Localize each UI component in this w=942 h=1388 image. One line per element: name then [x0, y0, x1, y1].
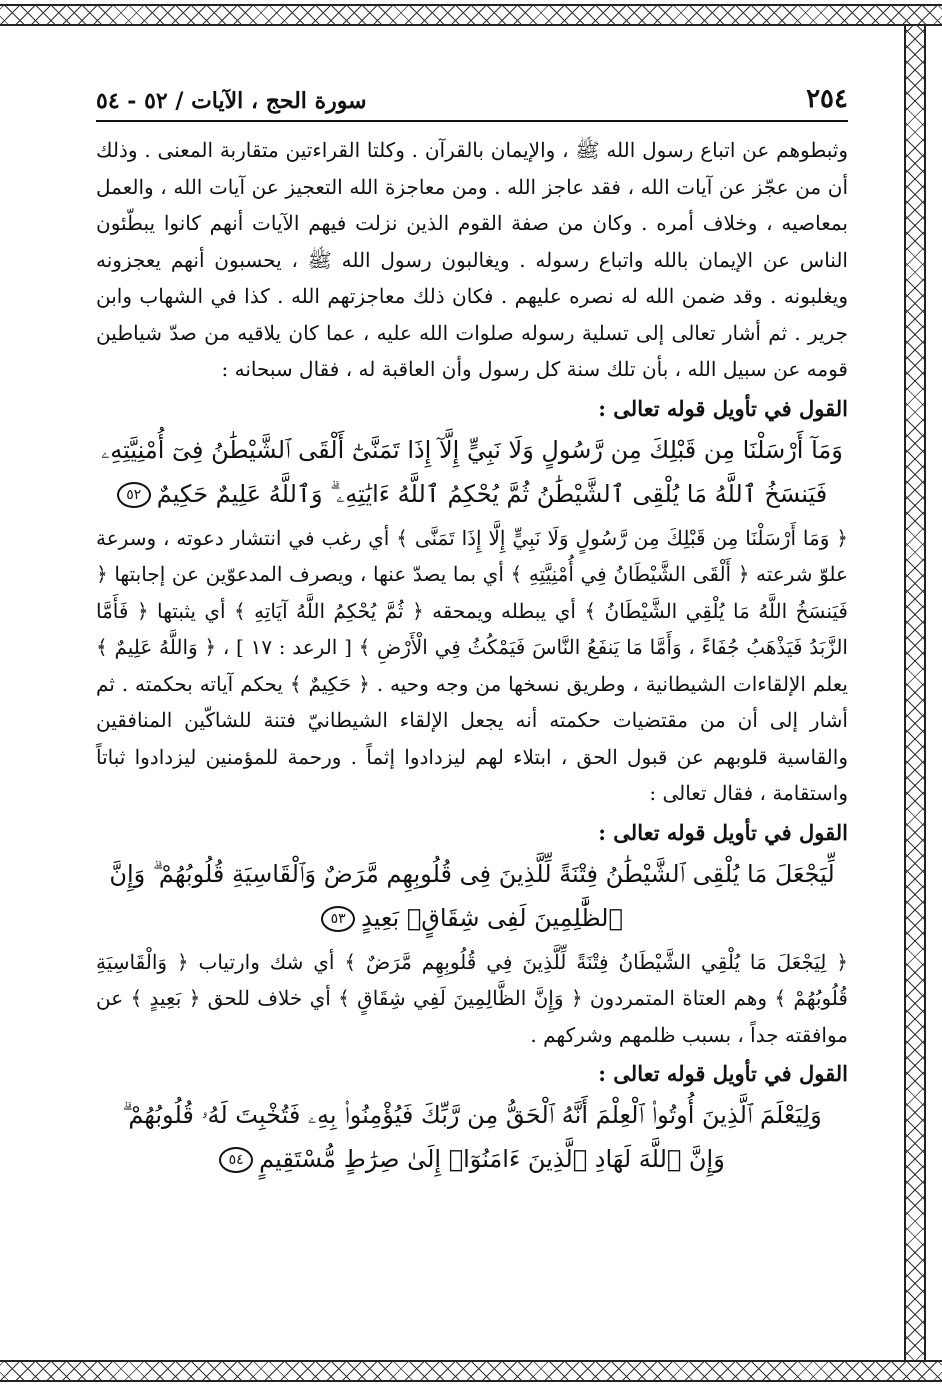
verse-line — [96, 1137, 848, 1181]
verse-line-text: ٱلظَّٰلِمِينَ لَفِى شِقَاقٍۭ بَعِيدٍ — [361, 903, 623, 932]
paragraph: ﴿ وَمَا أَرْسَلْنَا مِن قَبْلِكَ مِن رَّسُولٍ وَلَا نَبِيٍّ إِلَّا إِذَا تَمَنَّى ﴾ أي رغب في انتشار دعوته ، وسرعة علوّ شرعته ﴿ أَلْقَى الشَّيْطَانُ فِي أُمْنِيَّتِهِ ﴾ أي بما يصدّ عنها ، ويصرف المدعوّين عن إجابتها ﴿ فَيَنسَخُ اللَّهُ مَا يُلْقِي الشَّيْطَانُ ﴾ أي يبطله ويمحقه ﴿ ثُمَّ يُحْكِمُ اللَّهُ آيَاتِهِ ﴾ أي يثبتها ﴿ فَأَمَّا الزَّبَدُ فَيَذْهَبُ جُفَاءً ، وَأَمَّا مَا يَنفَعُ النَّاسَ فَيَمْكُثُ فِي الْأَرْضِ ﴾ [ الرعد : ١٧ ] ، ﴿ وَاللَّهُ عَلِيمٌ ﴾ يعلم الإلقاءات الشيطانية ، وطريق نسخها من وجه وحيه . ﴿ حَكِيمٌ ﴾ يحكم آياته بحكمته . ثم أشار إلى أن من مقتضيات حكمته أنه يجعل الإلقاء الشيطانيّ فتنة للشاكّين المنافقين والقاسية قلوبهم عن قبول الحق ، ابتلاء لهم ليزدادوا إثماً . ورحمة للمؤمنين ليزدادوا ثباتاً واستقامة ، فقال تعالى : — [96, 525, 848, 805]
verse-line: لِّيَجْعَلَ مَا يُلْقِى ٱلشَّيْطَٰنُ فِتْنَةً لِّلَّذِينَ فِى قُلُوبِهِم مَّرَضٌ وَٱلْقَاسِيَةِ قُلُوبُهُمْ ۗ وَإِنَّ — [109, 859, 835, 888]
page-content — [96, 84, 848, 1185]
verse-line-text: وَإِنَّ ٱللَّهَ لَهَادِ ٱلَّذِينَ ءَامَنُوٓا۟ إِلَىٰ صِرَٰطٍ مُّسْتَقِيمٍ — [259, 1145, 725, 1173]
decorative-border-right — [904, 26, 926, 1360]
quran-verse-block — [96, 428, 848, 516]
page-number: ٢٥٤ — [806, 84, 848, 114]
verse-line — [96, 896, 848, 940]
section-heading: القول في تأويل قوله تعالى : — [598, 1061, 848, 1086]
ayah-number-badge: ٥٢ — [117, 482, 151, 508]
quran-verse-block — [96, 1093, 848, 1181]
decorative-border-top — [0, 4, 942, 26]
verse-line: وَلِيَعْلَمَ ٱلَّذِينَ أُوتُوا۟ ٱلْعِلْمَ أَنَّهُ ٱلْحَقُّ مِن رَّبِّكَ فَيُؤْمِنُوا۟ بِهِۦ فَتُخْبِتَ لَهُۥ قُلُوبُهُمْ ۗ — [122, 1101, 822, 1129]
page-header — [96, 84, 848, 122]
verse-line-text: فَيَنسَخُ ٱللَّهُ مَا يُلْقِى ٱلشَّيْطَٰنُ ثُمَّ يُحْكِمُ ٱللَّهُ ءَايَٰتِهِۦ ۗ وَٱللَّهُ عَلِيمٌ حَكِيمٌ — [156, 479, 828, 508]
paragraph: ﴿ لِيَجْعَلَ مَا يُلْقِي الشَّيْطَانُ فِتْنَةً لِّلَّذِينَ فِي قُلُوبِهِم مَّرَضٌ ﴾ أي شك وارتياب ﴿ وَالْقَاسِيَةِ قُلُوبُهُمْ ﴾ وهم العتاة المتمردون ﴿ وَإِنَّ الظَّالِمِينَ لَفِي شِقَاقٍ ﴾ أي خلاف للحق ﴿ بَعِيدٍ ﴾ عن موافقته جداً ، بسبب ظلمهم وشركهم . — [96, 949, 848, 1047]
section-heading: القول في تأويل قوله تعالى : — [598, 819, 848, 845]
surah-title: سورة الحج ، الآيات / ٥٢ - ٥٤ — [96, 88, 367, 114]
quran-verse-block — [96, 852, 848, 940]
verse-line — [96, 472, 848, 516]
ayah-number-badge: ٥٤ — [219, 1147, 253, 1173]
decorative-border-bottom — [0, 1360, 942, 1382]
section-heading: القول في تأويل قوله تعالى : — [598, 395, 848, 421]
paragraph: وثبطوهم عن اتباع رسول الله ﷺ ، والإيمان بالقرآن . وكلتا القراءتين متقاربة المعنى . وذلك أن من عجّز عن آيات الله ، فقد عاجز الله . ومن معاجزة الله التعجيز عن آيات الله ، والعمل بمعاصيه ، وخلاف أمره . وكان من صفة القوم الذين نزلت فيهم الآيات أنهم كانوا يبطّئون الناس عن الإيمان بالله واتباع رسوله . ويغالبون رسول الله ﷺ ، يحسبون أنهم يعجزونه ويغلبونه . وقد ضمن الله له نصره عليهم . فكان ذلك معاجزتهم الله . كذا في الشهاب وابن جرير . ثم أشار تعالى إلى تسلية رسوله صلوات الله عليه ، عما كان يلاقيه من صدّ شياطين قومه عن سبيل الله ، بأن تلك سنة كل رسول وأن العاقبة له ، فقال سبحانه : — [96, 138, 848, 381]
ayah-number-badge: ٥٣ — [321, 906, 355, 932]
verse-line: وَمَآ أَرْسَلْنَا مِن قَبْلِكَ مِن رَّسُولٍ وَلَا نَبِيٍّ إِلَّآ إِذَا تَمَنَّىٰٓ أَلْقَى ٱلشَّيْطَٰنُ فِىٓ أُمْنِيَّتِهِۦ — [101, 435, 843, 464]
